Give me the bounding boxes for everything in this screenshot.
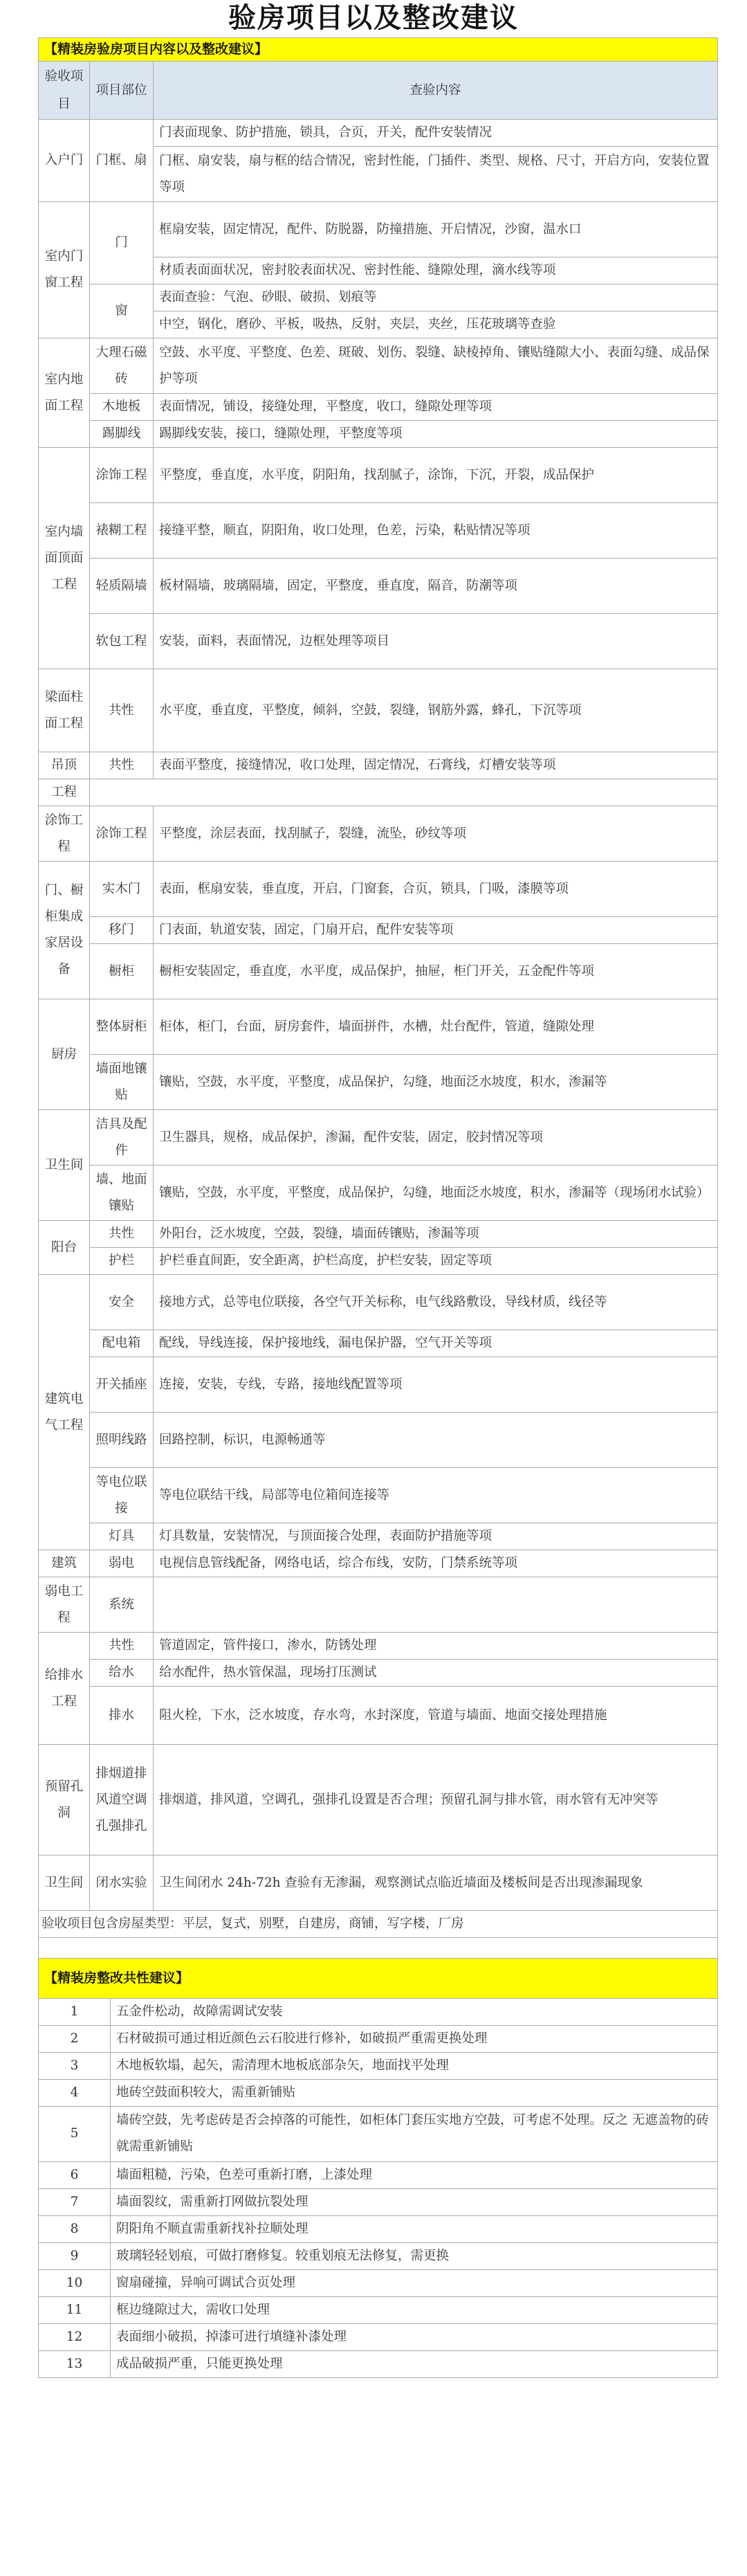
part-cell: 闭水实验 — [90, 1856, 154, 1911]
suggestion-text: 窗扇碰撞，异响可调试合页处理 — [111, 2269, 718, 2296]
content-cell: 接地方式，总等电位联接，各空气开关标称，电气线路敷设，导线材质，线径等 — [154, 1275, 718, 1330]
suggestion-number: 3 — [39, 2052, 111, 2079]
table-row — [39, 1550, 718, 1577]
suggestion-row — [39, 1998, 718, 2025]
content-cell: 空鼓、水平度、平整度、色差、斑破、划伤、裂缝、缺棱掉角、镶贴缝隙大小、表面勾缝、成品保护等项 — [154, 338, 718, 394]
suggestion-text: 地砖空鼓面积较大，需重新铺贴 — [111, 2079, 718, 2106]
footer-note-row — [39, 1911, 718, 1938]
table-row — [39, 862, 718, 917]
suggestion-number: 2 — [39, 2025, 111, 2052]
suggestion-number: 8 — [39, 2215, 111, 2242]
content-cell: 接缝平整，顺直，阴阳角，收口处理，色差，污染，粘贴情况等项 — [154, 503, 718, 559]
table-row — [39, 1055, 718, 1110]
category-cell: 涂饰工程 — [39, 806, 90, 862]
category-cell: 厨房 — [39, 999, 90, 1110]
part-cell: 共性 — [90, 752, 154, 779]
category-cell: 卫生间 — [39, 1856, 90, 1911]
part-cell: 涂饰工程 — [90, 806, 154, 862]
part-cell: 共性 — [90, 1221, 154, 1248]
suggestion-text: 成品破损严重，只能更换处理 — [111, 2350, 718, 2377]
table-row — [39, 421, 718, 448]
suggestion-row — [39, 2025, 718, 2052]
suggestion-number: 12 — [39, 2323, 111, 2350]
content-cell: 门框、扇安装，扇与框的结合情况，密封性能，门插件、类型、规格、尺寸，开启方向，安装位置等项 — [154, 147, 718, 202]
section-banner-text: 【精装房整改共性建议】 — [39, 1958, 718, 1998]
spacer-row — [39, 1938, 718, 1958]
table-row — [39, 999, 718, 1055]
part-cell: 共性 — [90, 1633, 154, 1660]
content-cell: 给水配件，热水管保温，现场打压测试 — [154, 1660, 718, 1687]
content-cell: 回路控制，标识，电源畅通等 — [154, 1413, 718, 1468]
content-cell: 等电位联结干线，局部等电位箱间连接等 — [154, 1468, 718, 1523]
part-cell: 裱糊工程 — [90, 503, 154, 559]
suggestion-text: 表面细小破损，掉漆可进行填缝补漆处理 — [111, 2323, 718, 2350]
part-cell: 轻质隔墙 — [90, 559, 154, 614]
suggestion-number: 4 — [39, 2079, 111, 2106]
empty-cell — [90, 779, 718, 806]
part-cell: 护栏 — [90, 1248, 154, 1275]
header-part: 项目部位 — [90, 62, 154, 120]
content-cell: 外阳台，泛水坡度，空鼓，裂缝，墙面砖镶贴，渗漏等项 — [154, 1221, 718, 1248]
table-row — [39, 1745, 718, 1856]
table-row — [39, 614, 718, 669]
category-cell: 梁面柱面工程 — [39, 669, 90, 752]
suggestion-text: 墙砖空鼓，先考虑砖是否会掉落的可能性，如柜体门套压实地方空鼓，可考虑不处理。反之 无遮盖物的砖就需重新铺贴 — [111, 2106, 718, 2161]
category-cell: 给排水工程 — [39, 1633, 90, 1745]
suggestion-text: 墙面粗糙，污染，色差可重新打磨，上漆处理 — [111, 2161, 718, 2188]
part-cell: 系统 — [90, 1577, 154, 1633]
category-cell: 室内地面工程 — [39, 338, 90, 448]
suggestion-row — [39, 2079, 718, 2106]
content-cell: 排烟道，排风道，空调孔，强排孔设置是否合理；预留孔洞与排水管，雨水管有无冲突等 — [154, 1745, 718, 1856]
table-row — [39, 448, 718, 503]
table-row — [39, 1248, 718, 1275]
category-cell: 门、橱柜集成家居设备 — [39, 862, 90, 999]
suggestion-text: 石材破损可通过相近颜色云石胶进行修补，如破损严重需更换处理 — [111, 2025, 718, 2052]
table-row — [39, 1165, 718, 1221]
table-row — [39, 1523, 718, 1550]
content-cell: 管道固定，管件接口，渗水，防锈处理 — [154, 1633, 718, 1660]
table-row — [39, 1221, 718, 1248]
table-row — [39, 669, 718, 752]
part-cell: 安全 — [90, 1275, 154, 1330]
part-cell: 实木门 — [90, 862, 154, 917]
table-row — [39, 806, 718, 862]
part-cell: 排烟道排风道空调孔强排孔 — [90, 1745, 154, 1856]
suggestion-text: 框边缝隙过大，需收口处理 — [111, 2296, 718, 2323]
content-cell: 踢脚线安装，接口，缝隙处理，平整度等项 — [154, 421, 718, 448]
category-cell: 卫生间 — [39, 1110, 90, 1221]
part-cell: 踢脚线 — [90, 421, 154, 448]
table-row — [39, 1275, 718, 1330]
suggestion-text: 五金件松动，故障需调试安装 — [111, 1998, 718, 2025]
suggestion-row — [39, 2106, 718, 2161]
content-cell: 卫生间闭水 24h-72h 查验有无渗漏，观察测试点临近墙面及楼板间是否出现渗漏现象 — [154, 1856, 718, 1911]
header-category: 验收项目 — [39, 62, 90, 120]
suggestion-number: 9 — [39, 2242, 111, 2269]
part-cell: 墙、地面镶贴 — [90, 1165, 154, 1221]
content-cell: 平整度，涂层表面，找刮腻子，裂缝，流坠，砂纹等项 — [154, 806, 718, 862]
table-row — [39, 1413, 718, 1468]
header-content: 查验内容 — [154, 62, 718, 120]
part-cell: 木地板 — [90, 394, 154, 421]
content-cell: 门表面，轨道安装，固定，门扇开启，配件安装等项 — [154, 917, 718, 944]
category-cell: 建筑 — [39, 1550, 90, 1577]
table-row — [39, 1577, 718, 1633]
part-cell: 整体厨柜 — [90, 999, 154, 1055]
content-cell: 镶贴，空鼓，水平度，平整度，成品保护，勾缝，地面泛水坡度，积水，渗漏等（现场闭水试验） — [154, 1165, 718, 1221]
table-header — [39, 62, 718, 120]
category-cell: 预留孔洞 — [39, 1745, 90, 1856]
content-cell: 阻火栓，下水，泛水坡度，存水弯，水封深度，管道与墙面、地面交接处理措施 — [154, 1687, 718, 1745]
part-cell: 共性 — [90, 669, 154, 752]
category-cell: 阳台 — [39, 1221, 90, 1275]
part-cell: 照明线路 — [90, 1413, 154, 1468]
suggestion-number: 13 — [39, 2350, 111, 2377]
section-banner — [39, 38, 718, 62]
suggestion-number: 7 — [39, 2188, 111, 2215]
suggestion-row — [39, 2269, 718, 2296]
suggestion-row — [39, 2296, 718, 2323]
content-cell: 板材隔墙，玻璃隔墙，固定，平整度，垂直度，隔音，防潮等项 — [154, 559, 718, 614]
part-cell: 橱柜 — [90, 944, 154, 999]
table-row — [39, 503, 718, 559]
table-row — [39, 202, 718, 257]
suggestion-text: 木地板软塌，起矢，需清理木地板底部杂矢，地面找平处理 — [111, 2052, 718, 2079]
part-cell: 大理石磁砖 — [90, 338, 154, 394]
suggestion-row — [39, 2323, 718, 2350]
content-cell: 橱柜安装固定，垂直度，水平度，成品保护，抽屉，柜门开关，五金配件等项 — [154, 944, 718, 999]
table-row — [39, 1330, 718, 1357]
suggestion-number: 5 — [39, 2106, 111, 2161]
part-cell: 门 — [90, 202, 154, 284]
content-cell: 安装，面料，表面情况，边框处理等项目 — [154, 614, 718, 669]
category-cell: 入户门 — [39, 120, 90, 202]
category-cell: 建筑电气工程 — [39, 1275, 90, 1550]
part-cell: 给水 — [90, 1660, 154, 1687]
content-cell: 平整度，垂直度，水平度，阴阳角，找刮腻子，涂饰，下沉，开裂，成品保护 — [154, 448, 718, 503]
suggestion-table — [38, 1958, 718, 2378]
section-banner — [39, 1958, 718, 1998]
part-cell: 弱电 — [90, 1550, 154, 1577]
part-cell: 等电位联接 — [90, 1468, 154, 1523]
content-cell: 连接，安装，专线，专路，接地线配置等项 — [154, 1357, 718, 1413]
suggestion-row — [39, 2215, 718, 2242]
table-row — [39, 1856, 718, 1911]
table-row — [39, 1110, 718, 1165]
category-cell: 室内墙面顶面工程 — [39, 448, 90, 669]
part-cell: 排水 — [90, 1687, 154, 1745]
part-cell: 洁具及配件 — [90, 1110, 154, 1165]
footer-note: 验收项目包含房屋类型：平层，复式，别墅，自建房，商铺，写字楼，厂房 — [39, 1911, 718, 1938]
content-cell: 表面查验：气泡、砂眼、破损、划痕等 — [154, 284, 718, 311]
part-cell: 墙面地镶贴 — [90, 1055, 154, 1110]
table-row — [39, 779, 718, 806]
suggestion-row — [39, 2188, 718, 2215]
table-row — [39, 1468, 718, 1523]
content-cell: 门表面现象、防护措施，锁具，合页，开关，配件安装情况 — [154, 120, 718, 147]
table-row — [39, 338, 718, 394]
content-cell: 卫生器具，规格，成品保护，渗漏，配件安装，固定，胶封情况等项 — [154, 1110, 718, 1165]
content-cell: 材质表面面状况，密封胶表面状况、密封性能、缝隙处理，滴水线等项 — [154, 257, 718, 284]
category-cell: 吊顶 — [39, 752, 90, 779]
table-row — [39, 1687, 718, 1745]
table-row — [39, 284, 718, 311]
part-cell: 门框、扇 — [90, 120, 154, 202]
suggestion-number: 11 — [39, 2296, 111, 2323]
part-cell: 窗 — [90, 284, 154, 338]
suggestion-number: 6 — [39, 2161, 111, 2188]
content-cell: 灯具数量，安装情况，与顶面接合处理，表面防护措施等项 — [154, 1523, 718, 1550]
suggestion-row — [39, 2350, 718, 2377]
content-cell: 框扇安装，固定情况，配件、防脱器，防撞措施、开启情况，沙窗，温水口 — [154, 202, 718, 257]
empty-cell — [154, 1577, 718, 1633]
part-cell: 灯具 — [90, 1523, 154, 1550]
table-row — [39, 917, 718, 944]
suggestion-text: 墙面裂纹，需重新打网做抗裂处理 — [111, 2188, 718, 2215]
inspection-table — [38, 37, 718, 1958]
category-cell: 弱电工程 — [39, 1577, 90, 1633]
part-cell: 开关插座 — [90, 1357, 154, 1413]
part-cell: 配电箱 — [90, 1330, 154, 1357]
suggestion-text: 玻璃轻轻划痕，可做打磨修复。较重划痕无法修复，需更换 — [111, 2242, 718, 2269]
suggestion-row — [39, 2161, 718, 2188]
content-cell: 表面平整度，接缝情况，收口处理，固定情况，石膏线，灯槽安装等项 — [154, 752, 718, 779]
content-cell: 中空，钢化，磨砂、平板，吸热，反射，夹层，夹丝，压花玻璃等查验 — [154, 311, 718, 338]
content-cell: 表面，框扇安装，垂直度，开启，门窗套，合页，锁具，门吸，漆膜等项 — [154, 862, 718, 917]
suggestion-number: 1 — [39, 1998, 111, 2025]
suggestion-text: 阴阳角不顺直需重新找补拉顺处理 — [111, 2215, 718, 2242]
suggestion-row — [39, 2052, 718, 2079]
table-row — [39, 120, 718, 147]
part-cell: 涂饰工程 — [90, 448, 154, 503]
suggestion-row — [39, 2242, 718, 2269]
table-row — [39, 1633, 718, 1660]
content-cell: 表面情况，铺设，接缝处理，平整度，收口，缝隙处理等项 — [154, 394, 718, 421]
section-banner-text: 【精装房验房项目内容以及整改建议】 — [39, 38, 718, 62]
part-cell: 移门 — [90, 917, 154, 944]
table-row — [39, 1660, 718, 1687]
content-cell: 水平度，垂直度，平整度，倾斜，空鼓，裂缝，钢筋外露，蜂孔，下沉等项 — [154, 669, 718, 752]
content-cell: 配线，导线连接，保护接地线，漏电保护器，空气开关等项 — [154, 1330, 718, 1357]
table-row — [39, 752, 718, 779]
table-row — [39, 394, 718, 421]
content-cell: 电视信息管线配备，网络电话，综合布线，安防，门禁系统等项 — [154, 1550, 718, 1577]
table-row — [39, 944, 718, 999]
part-cell: 软包工程 — [90, 614, 154, 669]
category-cell: 室内门窗工程 — [39, 202, 90, 338]
category-cell: 工程 — [39, 779, 90, 806]
page-title: 验房项目以及整改建议 — [228, 1, 519, 34]
content-cell: 护栏垂直间距，安全距离，护栏高度，护栏安装，固定等项 — [154, 1248, 718, 1275]
content-cell: 镶贴，空鼓，水平度，平整度，成品保护，勾缝，地面泛水坡度，积水，渗漏等 — [154, 1055, 718, 1110]
content-cell: 柜体，柜门，台面，厨房套件，墙面拼件，水槽，灶台配件，管道，缝隙处理 — [154, 999, 718, 1055]
table-row — [39, 1357, 718, 1413]
suggestion-number: 10 — [39, 2269, 111, 2296]
table-row — [39, 559, 718, 614]
